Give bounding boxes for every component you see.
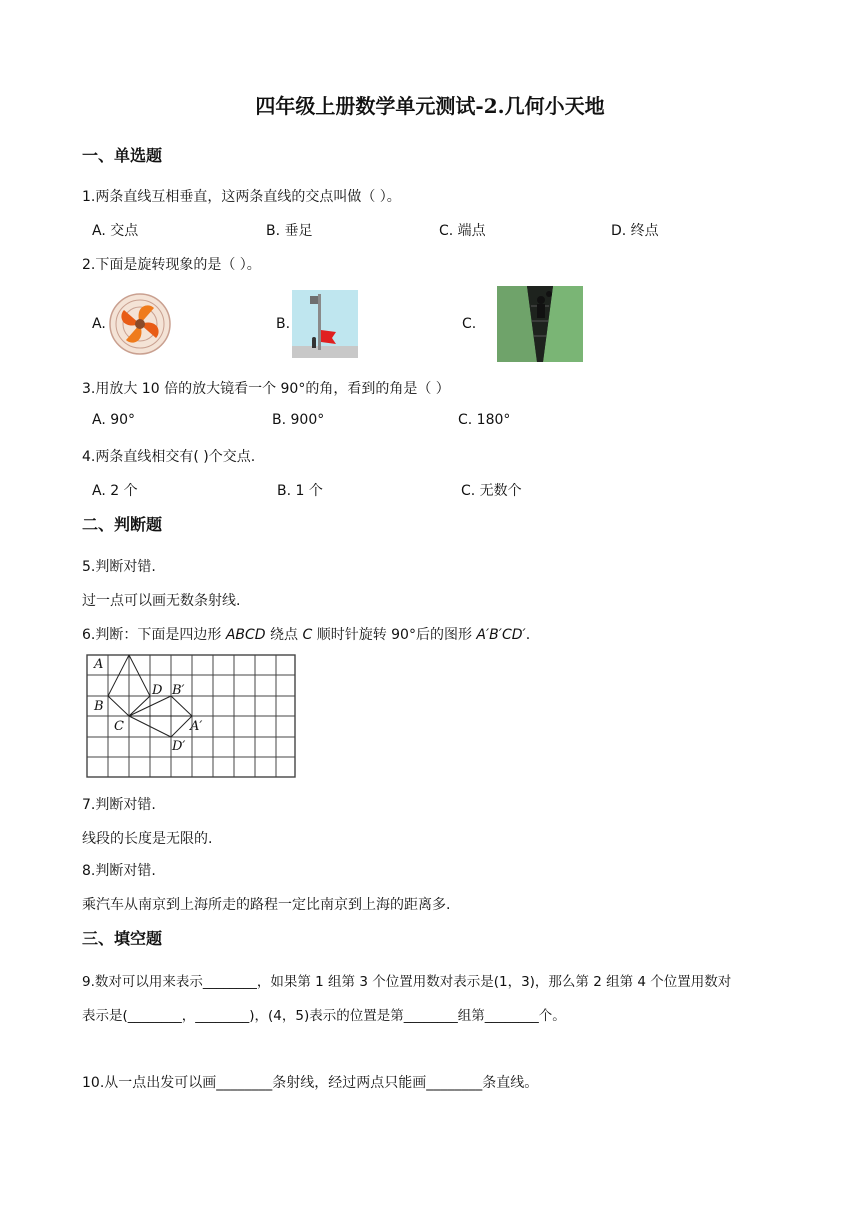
q2-option-a: A. xyxy=(92,316,106,332)
q4-option-a: A. 2 个 xyxy=(92,483,138,499)
q6-mid1: 绕点 xyxy=(265,627,303,643)
q6-prefix: 6.判断：下面是四边形 xyxy=(82,627,226,643)
q1-option-b: B. 垂足 xyxy=(266,223,313,239)
question-7-statement: 线段的长度是无限的. xyxy=(82,831,213,847)
q6-a2: A′B′CD′ xyxy=(476,627,526,643)
page-title: 四年级上册数学单元测试-2.几何小天地 xyxy=(255,94,605,118)
label-d: D xyxy=(152,683,163,698)
label-a: A xyxy=(94,657,104,672)
question-4: 4.两条直线相交有( )个交点. xyxy=(82,449,256,465)
question-3: 3.用放大 10 倍的放大镜看一个 90°的角，看到的角是（ ） xyxy=(82,381,450,397)
question-10: 10.从一点出发可以画________条射线，经过两点只能画________条直线。 xyxy=(82,1075,539,1091)
q6-end: . xyxy=(525,627,531,643)
q3-option-b: B. 900° xyxy=(272,412,325,428)
q4-option-c: C. 无数个 xyxy=(461,483,522,499)
q1-option-d: D. 终点 xyxy=(611,223,659,239)
q3-option-c: C. 180° xyxy=(458,412,511,428)
question-8: 8.判断对错. xyxy=(82,863,156,879)
q1-option-c: C. 端点 xyxy=(439,223,486,239)
question-9-line-1: 9.数对可以用来表示________，如果第 1 组第 3 个位置用数对表示是(1，3)，那么第 2 组第 4 个位置用数对 xyxy=(82,974,732,990)
question-7: 7.判断对错. xyxy=(82,797,156,813)
question-9-line-2: 表示是(________，________)，(4，5)表示的位置是第________组第________个。 xyxy=(82,1008,566,1024)
flag-image xyxy=(292,290,358,358)
escalator-image xyxy=(497,286,583,362)
rotation-grid-figure xyxy=(86,654,298,780)
q3-option-a: A. 90° xyxy=(92,412,136,428)
question-8-statement: 乘汽车从南京到上海所走的路程一定比南京到上海的距离多. xyxy=(82,897,451,913)
q4-option-b: B. 1 个 xyxy=(277,483,323,499)
section-heading-2: 二、判断题 xyxy=(82,515,163,534)
q2-option-b: B. xyxy=(276,316,291,332)
question-2: 2.下面是旋转现象的是（ ）。 xyxy=(82,257,261,273)
section-heading-1: 一、单选题 xyxy=(82,146,163,165)
question-6 xyxy=(82,624,530,644)
q2-option-c: C. xyxy=(462,316,477,332)
q1-option-a: A. 交点 xyxy=(92,223,139,239)
q6-c: C xyxy=(302,627,313,643)
label-a-prime: A′ xyxy=(190,719,203,734)
question-5-statement: 过一点可以画无数条射线. xyxy=(82,593,241,609)
label-c: C xyxy=(114,719,124,734)
q6-abcd: ABCD xyxy=(225,627,266,643)
question-5: 5.判断对错. xyxy=(82,559,156,575)
label-b: B xyxy=(94,699,104,714)
q6-mid2: 顺时针旋转 90°后的图形 xyxy=(312,627,477,643)
label-b-prime: B′ xyxy=(172,683,185,698)
label-d-prime: D′ xyxy=(172,739,186,754)
question-1: 1.两条直线互相垂直，这两条直线的交点叫做（ ）。 xyxy=(82,189,401,205)
fan-image xyxy=(108,292,172,356)
section-heading-3: 三、填空题 xyxy=(82,929,163,948)
